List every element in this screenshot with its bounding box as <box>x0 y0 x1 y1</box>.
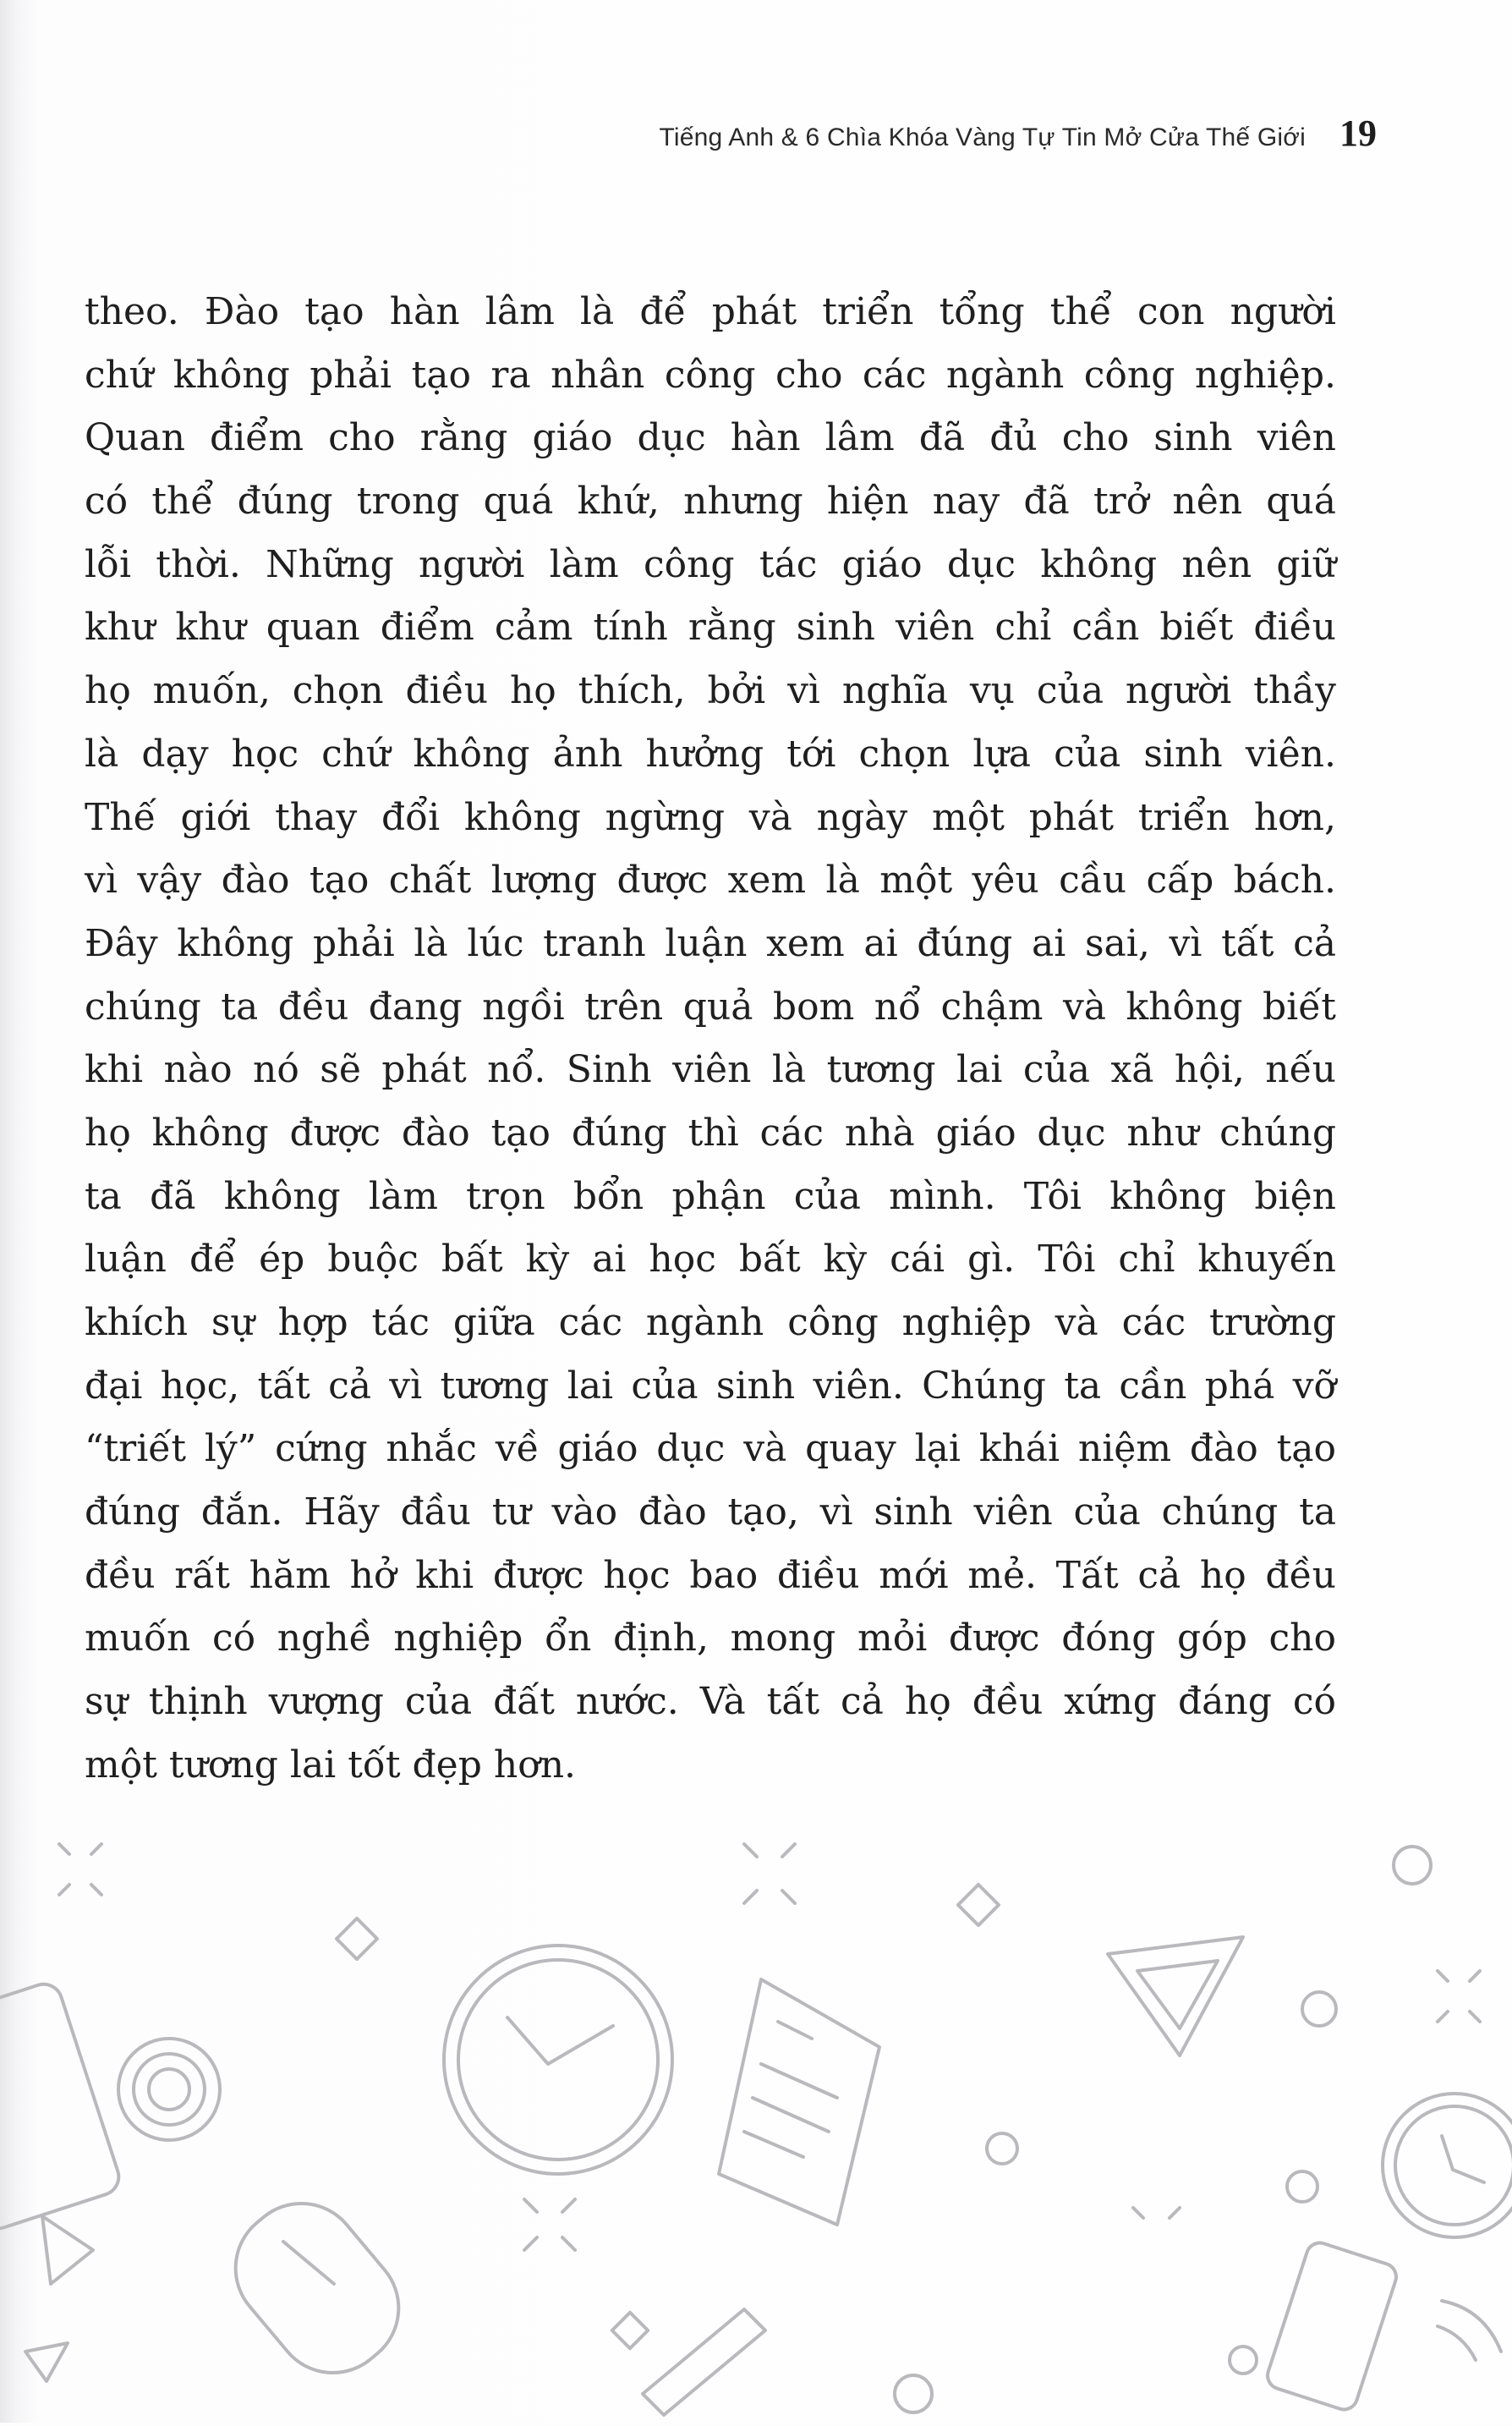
circle-icon <box>1230 2346 1257 2374</box>
circle-icon <box>895 2375 932 2412</box>
circle-icon <box>1302 1992 1336 2026</box>
text-line: đều rất hăm hở khi được học bao điều mới mẻ. Tất cả họ đều <box>85 1553 1336 1597</box>
text-line: Đây không phải là lúc tranh luận xem ai đúng ai sai, vì tất cả <box>85 921 1336 965</box>
text-line: theo. Đào tạo hàn lâm là để phát triển tổng thể con người <box>85 290 1336 333</box>
circle-icon <box>1287 2171 1318 2202</box>
text-line: đại học, tất cả vì tương lai của sinh viên. Chúng ta cần phá vỡ <box>85 1364 1336 1408</box>
text-line: sự thịnh vượng của đất nước. Và tất cả họ đều xứng đáng có <box>85 1680 1336 1724</box>
triangle-icon <box>1108 1937 1243 2056</box>
text-line: khư khư quan điểm cảm tính rằng sinh viên chỉ cần biết điều <box>85 606 1336 650</box>
sparkle-icon <box>1133 2208 1180 2218</box>
clock-icon <box>444 1946 672 2174</box>
text-line: chúng ta đều đang ngồi trên quả bom nổ chậm và không biết <box>85 985 1336 1029</box>
document-icon <box>719 1979 879 2225</box>
text-line: họ không được đào tạo đúng thì các nhà giáo dục như chúng <box>85 1111 1336 1155</box>
text-line: một tương lai tốt đẹp hơn. <box>85 1743 577 1787</box>
text-line: “triết lý” cứng nhắc về giáo dục và quay lại khái niệm đào tạo <box>85 1427 1336 1471</box>
phone-icon <box>1264 2239 1400 2412</box>
text-line: luận để ép buộc bất kỳ ai học bất kỳ cái gì. Tôi chỉ khuyến <box>85 1238 1336 1282</box>
decorative-doodle-pattern <box>0 1810 1512 2423</box>
mouse-icon <box>211 2179 423 2396</box>
page-number: 19 <box>1339 113 1377 154</box>
text-line: Thế giới thay đổi không ngừng và ngày một phát triển hơn, <box>85 795 1336 839</box>
text-line: lỗi thời. Những người làm công tác giáo dục không nên giữ <box>85 542 1336 586</box>
diamond-icon <box>337 1918 377 1959</box>
text-line: muốn có nghề nghiệp ổn định, mong mỏi được đóng góp cho <box>85 1616 1336 1660</box>
book-title: Tiếng Anh & 6 Chìa Khóa Vàng Tự Tin Mở Cửa Thế Giới <box>659 123 1306 151</box>
text-line: vì vậy đào tạo chất lượng được xem là một yêu cầu cấp bách. <box>85 859 1336 903</box>
running-header <box>659 112 1377 155</box>
wifi-icon <box>1438 2301 1501 2360</box>
tablet-icon <box>0 1979 123 2284</box>
sparkle-icon <box>1438 1971 1480 2022</box>
text-line: khi nào nó sẽ phát nổ. Sinh viên là tương lai của xã hội, nếu <box>85 1048 1336 1092</box>
circle-icon <box>987 2133 1017 2164</box>
text-line: đúng đắn. Hãy đầu tư vào đào tạo, vì sinh viên của chúng ta <box>85 1490 1336 1534</box>
sparkle-icon <box>524 2199 575 2250</box>
sparkle-icon <box>59 1844 101 1895</box>
circle-icon <box>1394 1847 1431 1884</box>
text-line: họ muốn, chọn điều họ thích, bởi vì nghĩa vụ của người thầy <box>85 669 1336 713</box>
triangle-icon <box>25 2343 68 2381</box>
text-line: ta đã không làm trọn bổn phận của mình. Tôi không biện <box>85 1174 1336 1218</box>
body-paragraph <box>85 281 1336 1798</box>
text-line: khích sự hợp tác giữa các ngành công nghiệp và các trường <box>85 1301 1336 1344</box>
diamond-icon <box>612 2313 648 2348</box>
pencil-icon <box>643 2309 765 2415</box>
circle-icon <box>118 2039 220 2140</box>
text-line: chứ không phải tạo ra nhân công cho các ngành công nghiệp. <box>85 353 1336 397</box>
diamond-icon <box>958 1885 999 1925</box>
clock-icon <box>1383 2094 1512 2237</box>
text-line: Quan điểm cho rằng giáo dục hàn lâm đã đủ cho sinh viên <box>85 416 1336 460</box>
sparkle-icon <box>744 1844 795 1903</box>
text-line: có thể đúng trong quá khứ, nhưng hiện nay đã trở nên quá <box>85 480 1336 524</box>
text-line: là dạy học chứ không ảnh hưởng tới chọn lựa của sinh viên. <box>85 732 1336 776</box>
